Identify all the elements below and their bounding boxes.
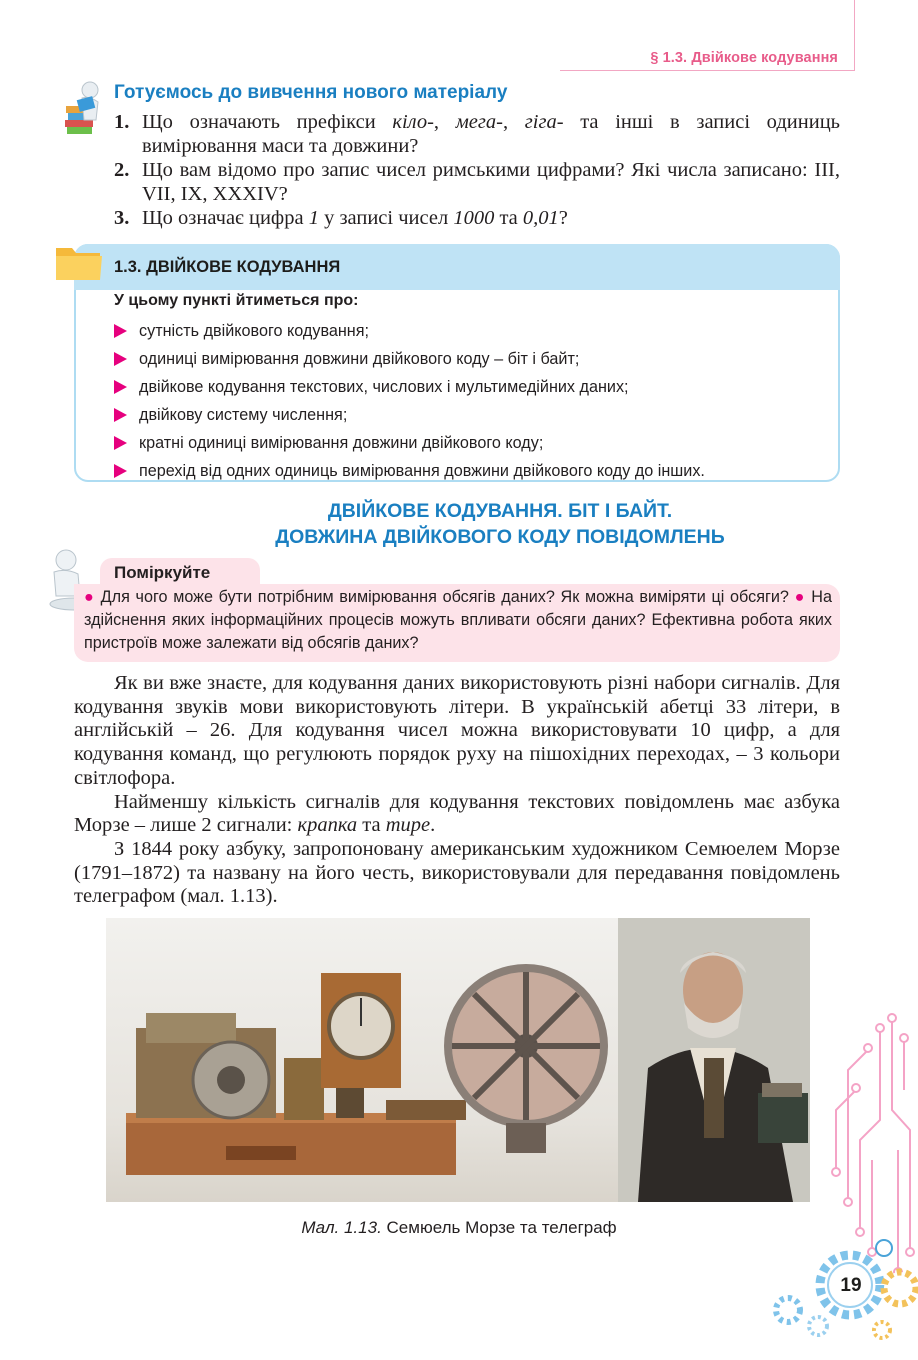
telegraph-illustration [106, 918, 618, 1202]
body-paragraph: З 1844 року азбуку, запропоновану американським художником Семюелем Морзе (1791–1872) та названу на його честь, використовували для передавання повідомлень телеграфом (мал. 1.13). [74, 837, 840, 908]
telegraph-photo [106, 918, 618, 1202]
bullet-triangle-icon [114, 380, 127, 394]
header-divider-horizontal [560, 70, 855, 71]
topic-intro: У цьому пункті йтиметься про: [114, 292, 359, 309]
bullet-triangle-icon [114, 352, 127, 366]
topic-list-item: перехід від одних одиниць вимірювання довжини двійкового коду до інших. [114, 457, 834, 485]
question-item [114, 206, 840, 230]
figure-caption: Мал. 1.13. Семюель Морзе та телеграф [301, 1218, 617, 1237]
folder-icon [54, 242, 104, 284]
running-header: § 1.3. Двійкове кодування [650, 50, 838, 66]
topic-list-item: сутність двійкового кодування; [114, 317, 834, 345]
body-paragraph: Як ви вже знаєте, для кодування даних використовують різні набори сигналів. Для кодування звуків мови використовують літери. В українській абетці 33 літери, в англійській – 26. Для кодування чисел можна використовувати 10 цифр, а для кодування команд, що регулюють порядок руху на пішохідних переходах, – 3 кольори світлофора. [74, 672, 840, 789]
page-number: 19 [840, 1275, 862, 1296]
bullet-triangle-icon [114, 408, 127, 422]
bullet-dot-icon: ● [84, 588, 95, 606]
question-item [114, 158, 840, 206]
reading-figure-icon [60, 80, 108, 138]
prep-section-title: Готуємось до вивчення нового матеріалу [114, 82, 508, 103]
topic-list-item: кратні одиниці вимірювання довжини двійкового коду; [114, 429, 834, 457]
think-questions: ● Для чого може бути потрібним вимірювання обсягів даних? Як можна виміряти ці обсяги? ● На здійснення яких інформаційних процесів можуть впливати обсяги даних? Ефективна робота яких пристроїв може залежати від обсягів даних? [84, 588, 832, 652]
topic-list-item: двійкове кодування текстових, числових і мультимедійних даних; [114, 373, 834, 401]
question-number: 1. [114, 111, 130, 133]
question-text: Що означають префікси кіло-, мега-, гіга- та інші в записі одиниць вимірювання маси та довжини? [142, 111, 841, 157]
bullet-triangle-icon [114, 324, 127, 338]
topic-list-item: одиниці вимірювання довжини двійкового коду – біт і байт; [114, 345, 834, 373]
topic-list-item: двійкову систему числення; [114, 401, 834, 429]
section-heading: ДВІЙКОВЕ КОДУВАННЯ. БІТ І БАЙТ. ДОВЖИНА ДВІЙКОВОГО КОДУ ПОВІДОМЛЕНЬ [275, 500, 725, 548]
question-item [114, 110, 840, 158]
question-text: Що означає цифра 1 у записі чисел 1000 та 0,01? [142, 207, 568, 229]
question-text: Що вам відомо про запис чисел римськими цифрами? Які числа записано: III, VII, IX, XXXIV? [142, 159, 840, 205]
question-number: 2. [114, 159, 130, 181]
bullet-dot-icon: ● [794, 588, 806, 606]
bullet-triangle-icon [114, 464, 127, 478]
think-title: Поміркуйте [114, 563, 211, 582]
topic-title: 1.3. ДВІЙКОВЕ КОДУВАННЯ [114, 258, 341, 276]
question-number: 3. [114, 207, 130, 229]
body-paragraph: Найменшу кількість сигналів для кодування текстових повідомлень має азбука Морзе – лише 2 сигнали: крапка та тире. [74, 790, 840, 837]
body-text [74, 672, 840, 909]
topic-list [114, 317, 834, 485]
prep-question-list [114, 110, 840, 230]
header-divider-vertical [854, 0, 855, 70]
bullet-triangle-icon [114, 436, 127, 450]
circuit-decoration [760, 1000, 918, 1360]
